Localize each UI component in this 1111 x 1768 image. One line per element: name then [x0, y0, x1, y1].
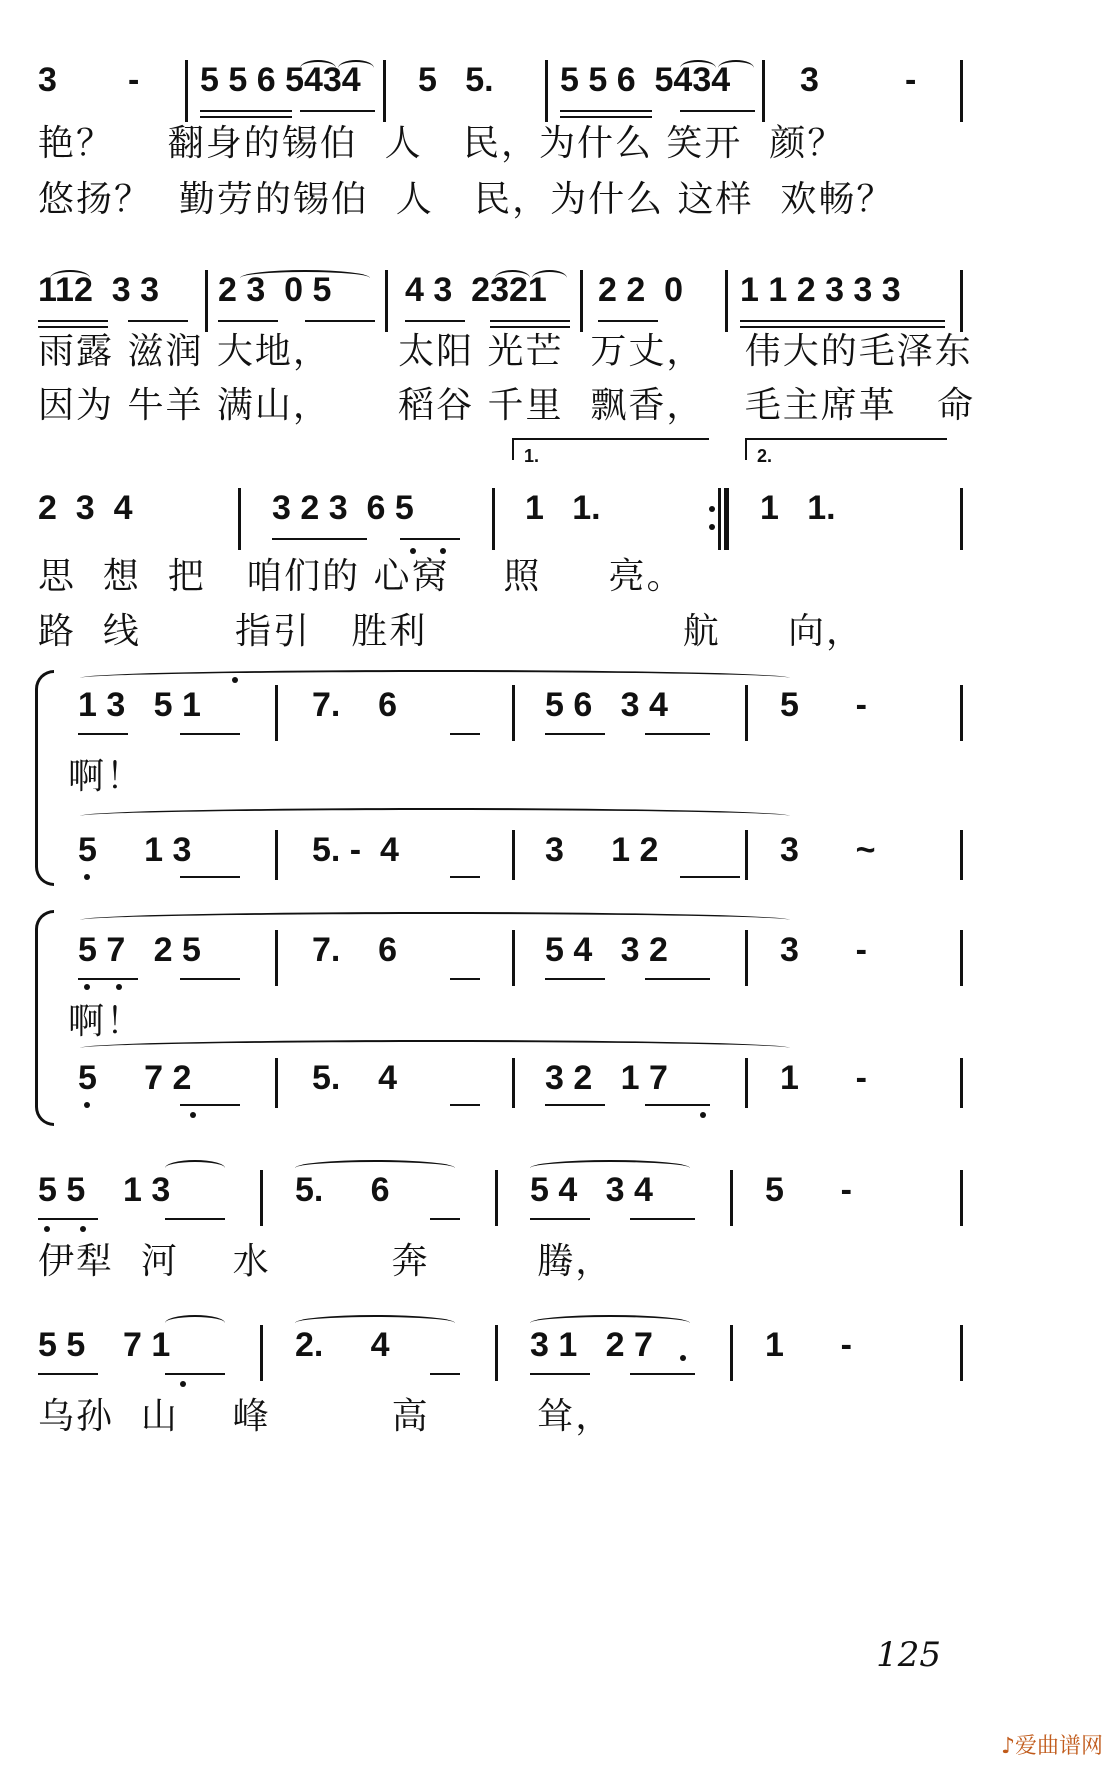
- note-group: 4 3 2321: [405, 271, 547, 309]
- barline: [730, 1325, 733, 1381]
- note-group-lower: 3 1 2: [545, 831, 659, 869]
- underline: [740, 320, 945, 322]
- barline: [545, 60, 548, 122]
- slur: [165, 1160, 225, 1176]
- slur: [530, 1160, 690, 1176]
- note-group: 1 1.: [525, 489, 601, 527]
- underline: [545, 733, 605, 735]
- score-system-3: [0, 430, 1111, 660]
- lyric-verse-1: 雨露 滋润 大地， 太阳 光芒 万丈， 伟大的毛泽东: [38, 331, 973, 372]
- barline: [960, 930, 963, 986]
- underline: [490, 326, 570, 328]
- barline: [580, 270, 583, 332]
- note-group: 3: [800, 61, 819, 99]
- barline: [960, 1170, 963, 1226]
- barline: [745, 685, 748, 741]
- underline: [530, 1218, 590, 1220]
- lyric-line: 伊犁 河 水 奔 腾，: [38, 1241, 614, 1282]
- note-group-lower: 3 ~: [780, 831, 876, 869]
- barline: [960, 830, 963, 880]
- low-octave-dot: [84, 874, 90, 880]
- score-system-4: [0, 660, 1111, 890]
- barline: [275, 1058, 278, 1108]
- note-group-lower: 5. 4: [312, 1059, 398, 1097]
- note-group-upper: 5 -: [780, 686, 867, 724]
- note-group-lower: 5. - 4: [312, 831, 399, 869]
- underline: [200, 110, 292, 112]
- underline: [165, 1218, 225, 1220]
- volta-label: 2.: [757, 446, 773, 466]
- underline: [165, 1373, 225, 1375]
- underline: [180, 733, 240, 735]
- note-group: 5 5 1 3: [38, 1171, 171, 1209]
- barline: [512, 685, 515, 741]
- note-group: 5 -: [765, 1171, 852, 1209]
- low-octave-dot: [680, 1355, 686, 1361]
- underline: [545, 1104, 605, 1106]
- slur: [80, 670, 790, 686]
- lyric-verse-2: 悠扬？ 勤劳的锡伯 人 民，为什么 这样 欢畅？: [38, 179, 895, 220]
- barline: [960, 1325, 963, 1381]
- barline: [275, 830, 278, 880]
- barline: [385, 270, 388, 332]
- low-octave-dot: [44, 1226, 50, 1232]
- underline: [430, 1218, 460, 1220]
- underline: [78, 978, 138, 980]
- high-octave-dot: [232, 677, 238, 683]
- note-group: 1 1 2 3 3 3: [740, 271, 901, 309]
- underline: [38, 1218, 98, 1220]
- underline: [405, 320, 465, 322]
- note-group-upper: 5 6 3 4: [545, 686, 668, 724]
- note-group: 5. 6: [295, 1171, 390, 1209]
- low-octave-dot: [116, 984, 122, 990]
- underline: [645, 733, 710, 735]
- underline: [180, 1104, 240, 1106]
- underline: [300, 110, 375, 112]
- note-group: 112 3 3: [38, 271, 160, 309]
- barline: [512, 830, 515, 880]
- slur: [495, 270, 530, 286]
- volta-first-ending: [512, 438, 709, 466]
- lyric-verse-2: 因为 牛羊 满山， 稻谷 千里 飘香， 毛主席革 命: [38, 385, 976, 426]
- slur: [295, 1160, 455, 1176]
- underline: [680, 110, 755, 112]
- underline: [598, 320, 658, 322]
- barline: [185, 60, 188, 122]
- barline: [275, 685, 278, 741]
- note-group: 3 2 3 6 5: [272, 489, 414, 527]
- underline: [128, 320, 188, 322]
- lyric-ah: 啊！: [68, 1001, 145, 1042]
- barline: [260, 1170, 263, 1226]
- note-group: 2 3 0 5: [218, 271, 332, 309]
- repeat-barline: [724, 488, 729, 550]
- underline: [630, 1218, 695, 1220]
- score-system-6: [0, 1145, 1111, 1305]
- slur: [338, 60, 374, 76]
- note-group-upper: 5 7 2 5: [78, 931, 201, 969]
- note-group: 3 1 2 7: [530, 1326, 653, 1364]
- score-system-2: [0, 250, 1111, 430]
- underline: [545, 978, 605, 980]
- underline: [450, 978, 480, 980]
- note-group: 1 -: [765, 1326, 852, 1364]
- slur: [50, 270, 90, 286]
- barline: [960, 685, 963, 741]
- underline: [180, 876, 240, 878]
- note-group-lower: 5 1 3: [78, 831, 192, 869]
- underline: [645, 1104, 710, 1106]
- score-system-5: [0, 900, 1111, 1130]
- note-group: 2 3 4: [38, 489, 133, 527]
- slur: [80, 808, 790, 824]
- underline: [38, 320, 108, 322]
- slur: [240, 270, 370, 286]
- volta-label: 1.: [524, 446, 540, 466]
- note-group: -: [905, 61, 917, 99]
- slur: [300, 60, 336, 76]
- note-group: 5 5 7 1: [38, 1326, 171, 1364]
- barline: [960, 270, 963, 332]
- slur: [680, 60, 716, 76]
- note-group: 5 4 3 4: [530, 1171, 653, 1209]
- underline: [560, 116, 652, 118]
- note-group-upper: 3 -: [780, 931, 867, 969]
- underline: [450, 1104, 480, 1106]
- low-octave-dot: [84, 1102, 90, 1108]
- barline: [512, 930, 515, 986]
- barline: [238, 488, 241, 550]
- note-group: 5 5.: [418, 61, 494, 99]
- underline: [490, 320, 570, 322]
- underline: [740, 326, 945, 328]
- barline: [745, 930, 748, 986]
- note-group: 1 1.: [760, 489, 836, 527]
- underline: [272, 538, 367, 540]
- barline: [960, 60, 963, 122]
- barline: [512, 1058, 515, 1108]
- slur: [80, 1040, 790, 1056]
- lyric-verse-1: 思 想 把 咱们的 心窝 照 亮。: [38, 556, 685, 597]
- underline: [78, 733, 128, 735]
- repeat-dot: [709, 506, 715, 512]
- note-group-upper: 5 4 3 2: [545, 931, 668, 969]
- low-octave-dot: [440, 548, 446, 554]
- barline: [745, 830, 748, 880]
- underline: [38, 1373, 98, 1375]
- note-group: 5 5 6 5434: [560, 61, 731, 99]
- barline: [718, 488, 721, 550]
- underline: [560, 110, 652, 112]
- slur: [295, 1315, 455, 1331]
- lyric-ah: 啊！: [68, 756, 145, 797]
- underline: [305, 320, 375, 322]
- barline: [762, 60, 765, 122]
- lyric-verse-2: 路 线 指引 胜利 航 向，: [38, 611, 864, 652]
- barline: [745, 1058, 748, 1108]
- note-group-upper: 1 3 5 1: [78, 686, 201, 724]
- barline: [730, 1170, 733, 1226]
- underline: [645, 978, 710, 980]
- underline: [630, 1373, 695, 1375]
- note-group-lower: 3 2 1 7: [545, 1059, 668, 1097]
- note-group: 5 5 6 5434: [200, 61, 361, 99]
- note-group: 2. 4: [295, 1326, 390, 1364]
- lyric-line: 乌孙 山 峰 高 耸，: [38, 1396, 614, 1437]
- low-octave-dot: [80, 1226, 86, 1232]
- slur: [532, 270, 567, 286]
- volta-second-ending: [745, 438, 947, 466]
- underline: [38, 326, 108, 328]
- barline: [275, 930, 278, 986]
- score-system-1: [0, 40, 1111, 220]
- barline: [960, 1058, 963, 1108]
- low-octave-dot: [190, 1112, 196, 1118]
- watermark-text: 爱曲谱网: [1014, 1734, 1103, 1759]
- barline: [205, 270, 208, 332]
- slur: [80, 912, 790, 928]
- low-octave-dot: [180, 1381, 186, 1387]
- music-note-icon: ♪: [1000, 1734, 1015, 1759]
- underline: [218, 320, 278, 322]
- low-octave-dot: [700, 1112, 706, 1118]
- underline: [680, 876, 740, 878]
- barline: [495, 1170, 498, 1226]
- barline: [960, 488, 963, 550]
- low-octave-dot: [84, 984, 90, 990]
- note-group: 2 2 0: [598, 271, 684, 309]
- site-watermark: [1001, 1729, 1103, 1760]
- slur: [530, 1315, 690, 1331]
- underline: [530, 1373, 590, 1375]
- note-group: -: [128, 61, 140, 99]
- note-group-lower: 5 7 2: [78, 1059, 192, 1097]
- barline: [495, 1325, 498, 1381]
- score-system-7: [0, 1300, 1111, 1460]
- underline: [180, 978, 240, 980]
- underline: [200, 116, 292, 118]
- note-group: 3: [38, 61, 57, 99]
- underline: [430, 1373, 460, 1375]
- barline: [383, 60, 386, 122]
- underline: [450, 733, 480, 735]
- underline: [450, 876, 480, 878]
- slur: [165, 1315, 225, 1331]
- barline: [492, 488, 495, 550]
- note-group-lower: 1 -: [780, 1059, 867, 1097]
- page-number: 125: [876, 1635, 941, 1675]
- note-group-upper: 7. 6: [312, 931, 398, 969]
- lyric-verse-1: 艳？ 翻身的锡伯 人 民，为什么 笑开 颜？: [38, 123, 846, 164]
- repeat-dot: [709, 524, 715, 530]
- low-octave-dot: [410, 548, 416, 554]
- underline: [400, 538, 460, 540]
- slur: [718, 60, 754, 76]
- note-group-upper: 7. 6: [312, 686, 398, 724]
- barline: [260, 1325, 263, 1381]
- barline: [725, 270, 728, 332]
